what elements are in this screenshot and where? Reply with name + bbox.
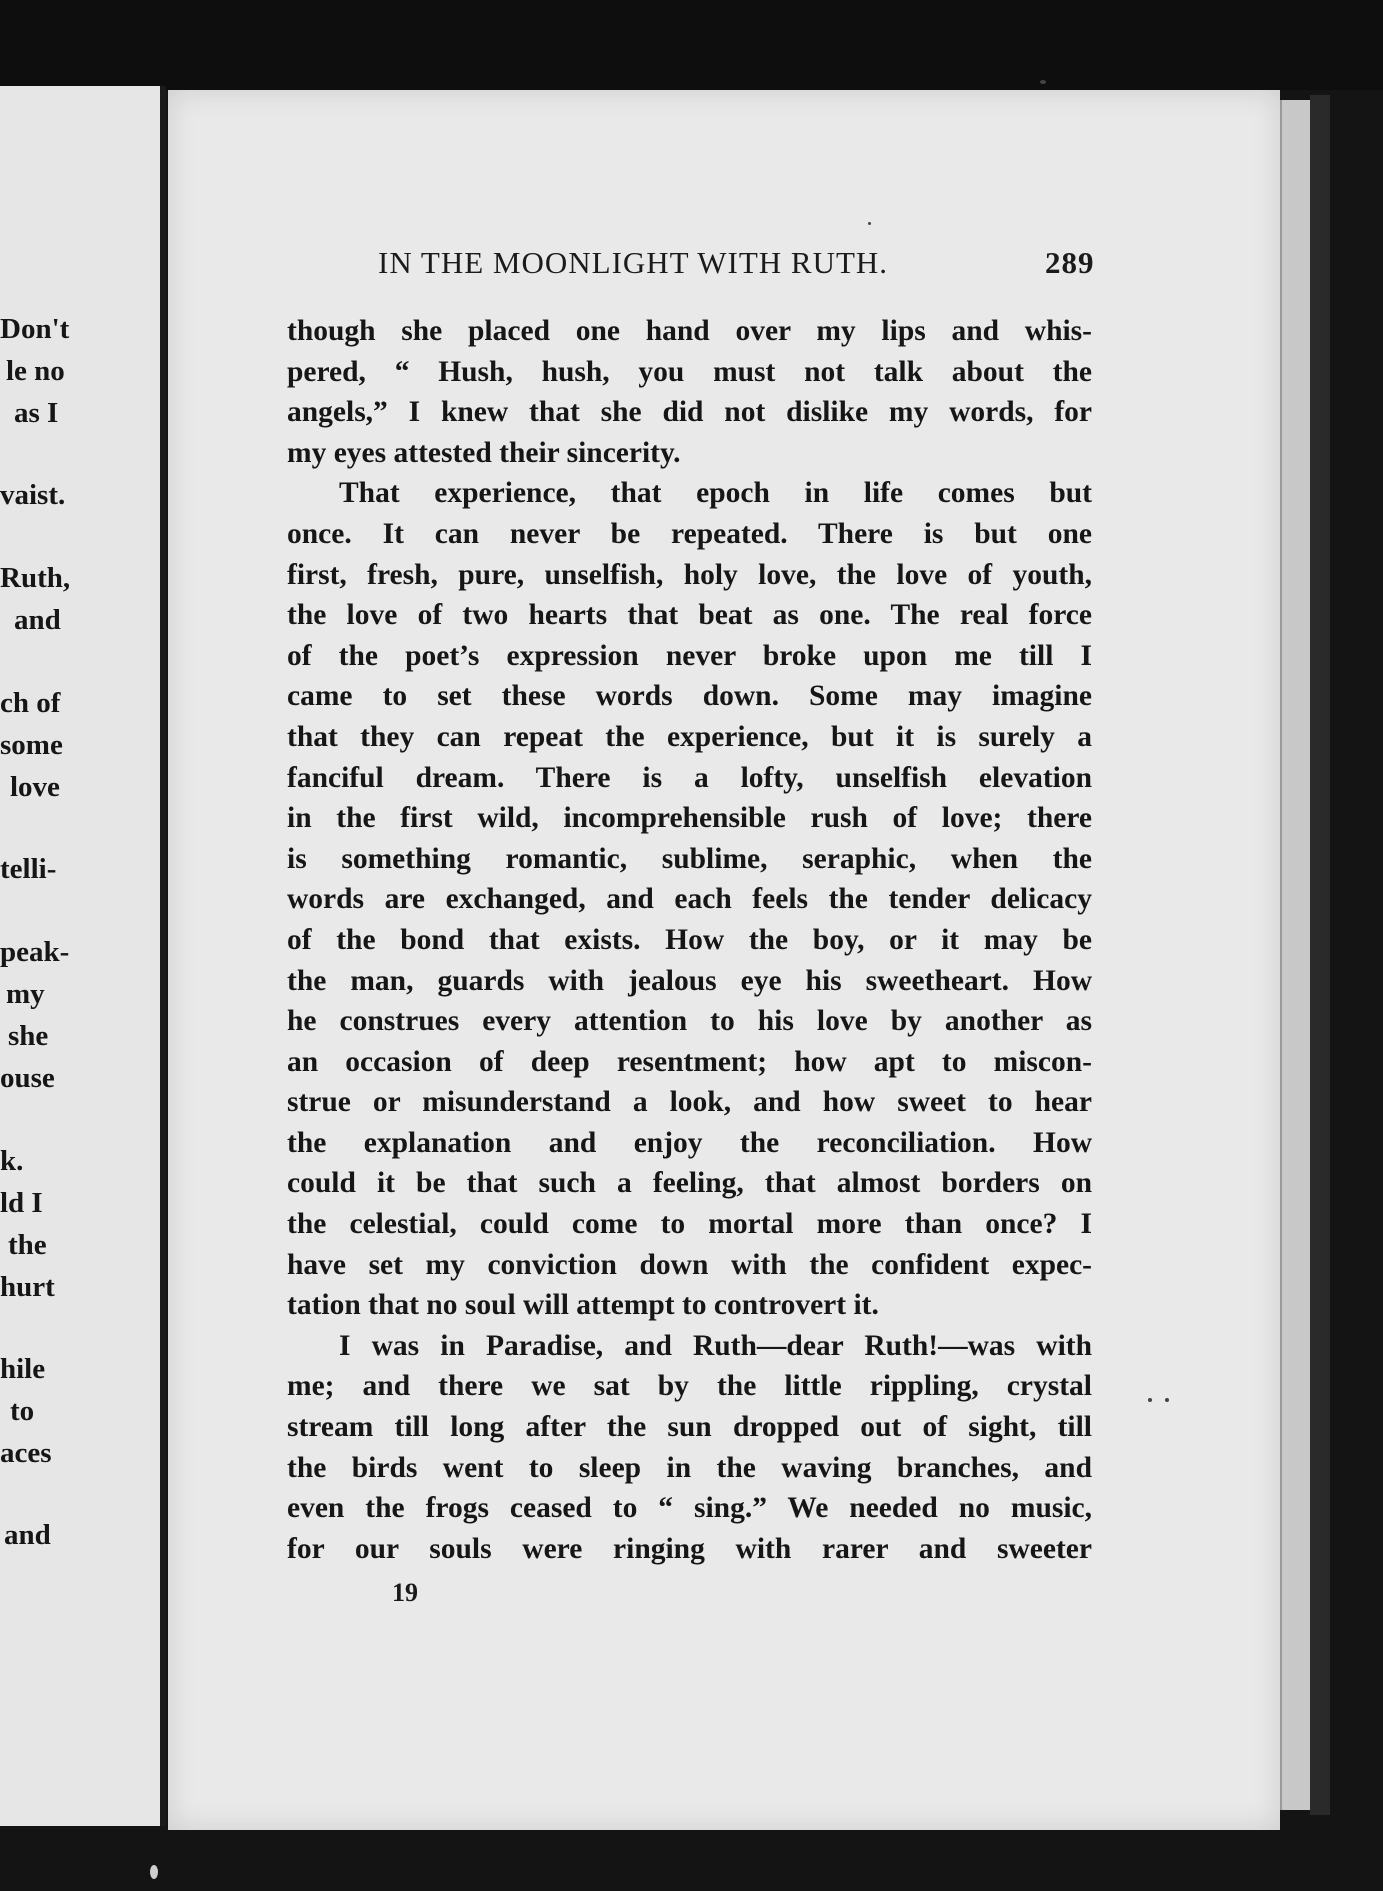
scan-speck: [868, 222, 871, 225]
left-page-fragment: she: [8, 1020, 49, 1052]
left-page-fragment: peak-: [0, 936, 70, 968]
text-line: have set my conviction down with the confident expec-: [287, 1248, 1092, 1281]
left-page-fragment: love: [10, 771, 60, 803]
running-head: [378, 245, 1098, 281]
running-head-title: IN THE MOONLIGHT WITH RUTH.: [378, 245, 889, 280]
text-line: my eyes attested their sincerity.: [287, 436, 681, 469]
text-line: stream till long after the sun dropped out of sight, till: [287, 1411, 1092, 1444]
left-page-fragment: as I: [14, 397, 59, 429]
text-line: though she placed one hand over my lips and whis-: [287, 315, 1092, 347]
left-page-fragment: and: [14, 604, 61, 636]
text-line: that they can repeat the experience, but it is surely a: [287, 720, 1092, 753]
left-page-fragment: ouse: [0, 1062, 55, 1094]
left-page-fragment: hile: [0, 1353, 46, 1385]
text-line: of the bond that exists. How the boy, or it may be: [287, 923, 1092, 956]
text-line: of the poet’s expression never broke upon me till I: [287, 639, 1092, 672]
left-page-fragment: telli-: [0, 853, 57, 885]
text-line: first, fresh, pure, unselfish, holy love, the love of youth,: [287, 558, 1092, 591]
text-line: even the frogs ceased to “ sing.” We needed no music,: [287, 1492, 1092, 1525]
scan-background-top: [0, 0, 1383, 90]
text-line: fanciful dream. There is a lofty, unselfish elevation: [287, 761, 1092, 794]
left-page-fragment: Ruth,: [0, 562, 71, 594]
text-line: for our souls were ringing with rarer and sweeter: [287, 1532, 1092, 1565]
text-line: angels,” I knew that she did not dislike my words, for: [287, 396, 1092, 429]
text-line: I was in Paradise, and Ruth—dear Ruth!—was with: [339, 1329, 1092, 1362]
left-page-fragment: k.: [0, 1145, 24, 1177]
signature-mark: 19: [392, 1578, 418, 1607]
scan-speck: [1040, 80, 1046, 84]
text-line: the love of two hearts that beat as one. The real force: [287, 599, 1092, 632]
page-number: 289: [1045, 245, 1095, 280]
left-page-fragment: le no: [6, 355, 65, 387]
left-page-fragment: to: [10, 1395, 35, 1427]
body-text: [287, 311, 1092, 1569]
left-page-fragment: my: [6, 978, 45, 1010]
text-line: the explanation and enjoy the reconciliation. How: [287, 1126, 1092, 1159]
text-line: tation that no soul will attempt to controvert it.: [287, 1289, 879, 1322]
text-line: me; and there we sat by the little rippling, crystal: [287, 1370, 1092, 1403]
left-page-fragment: Don't: [0, 313, 70, 345]
binding-shadow: [1310, 95, 1330, 1815]
scan-speck: [1165, 1398, 1169, 1402]
left-page-fragment: some: [0, 729, 63, 761]
text-line: the man, guards with jealous eye his sweetheart. How: [287, 964, 1092, 997]
text-line: in the first wild, incomprehensible rush of love; there: [287, 802, 1092, 835]
text-line: the celestial, could come to mortal more than once? I: [287, 1208, 1092, 1241]
left-page-fragment: aces: [0, 1437, 52, 1469]
text-line: pered, “ Hush, hush, you must not talk about the: [287, 355, 1092, 388]
text-line: an occasion of deep resentment; how apt to miscon-: [287, 1045, 1092, 1078]
left-page-fragment: vaist.: [0, 479, 66, 511]
text-line: words are exchanged, and each feels the tender delicacy: [287, 883, 1092, 916]
left-page-fragment: ch of: [0, 687, 61, 719]
left-page-fragment: and: [4, 1519, 51, 1551]
text-line: That experience, that epoch in life comes but: [339, 477, 1092, 510]
text-line: came to set these words down. Some may imagine: [287, 680, 1092, 713]
text-line: he construes every attention to his love by another as: [287, 1005, 1092, 1038]
scan-speck: [1148, 1398, 1152, 1402]
text-line: the birds went to sleep in the waving branches, and: [287, 1451, 1092, 1484]
page-edge: [1280, 100, 1312, 1810]
text-line: could it be that such a feeling, that almost borders on: [287, 1167, 1092, 1200]
text-line: strue or misunderstand a look, and how sweet to hear: [287, 1086, 1092, 1119]
scan-speck: [150, 1865, 158, 1879]
text-line: is something romantic, sublime, seraphic, when the: [287, 842, 1092, 875]
text-line: once. It can never be repeated. There is but one: [287, 517, 1092, 550]
left-page-fragment: the: [8, 1229, 47, 1261]
left-page-fragment: ld I: [0, 1187, 43, 1219]
left-page-fragment: hurt: [0, 1271, 55, 1303]
